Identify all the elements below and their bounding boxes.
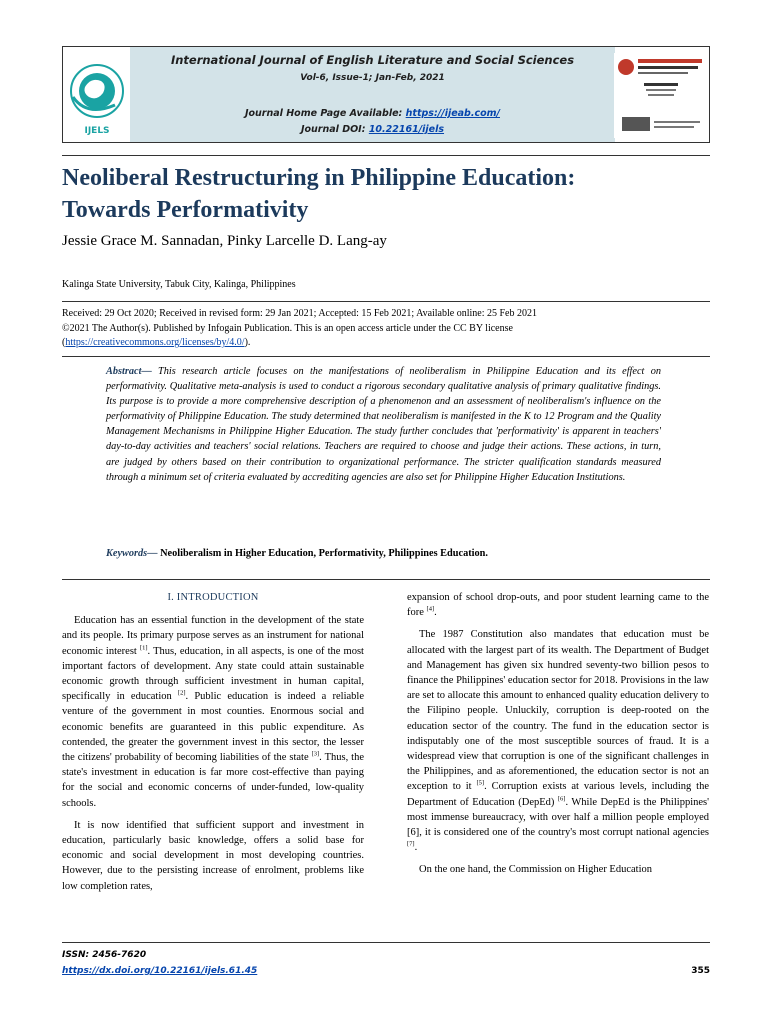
license-link[interactable]: https://creativecommons.org/licenses/by/4.0/ <box>65 337 245 348</box>
journal-title: International Journal of English Literature and Social Sciences <box>170 53 575 67</box>
keywords-text: Neoliberalism in Higher Education, Performativity, Philippines Education. <box>157 548 488 559</box>
doi-link[interactable]: 10.22161/ijels <box>368 124 445 135</box>
citation-ref[interactable]: [3] <box>311 750 320 758</box>
footer-issn: ISSN: 2456-7620 <box>62 950 147 960</box>
received-dates: Received: 29 Oct 2020; Received in revised form: 29 Jan 2021; Accepted: 15 Feb 2021; Available online: 25 Feb 2021 <box>62 308 537 319</box>
copyright-notice: ©2021 The Author(s). Published by Infogain Publication. This is an open access article under the CC BY license <box>62 322 513 334</box>
abstract-text: This research article focuses on the manifestations of neoliberalism in Philippine Education and its effect on performativity. Qualitative meta-analysis is used to conduct a rigorous secondary qualitative analysis of primary qualitative findings. Its purpose is to provide a more comprehensive description of a phenomenon and an assessment of neoliberalism's influence on the performativity of Philippine Education. The study determined that neoliberalism is manifested in the K to 12 Program and the Quality Management Mechanisms in Philippine Higher Education. The study further concludes that 'performativity' is apparent in teachers' day-to-day activities and teachers' social relations. Teachers are required to choose and judge their actions. These actions, in turn, are judged by others based on their contribution to organizational performance. The stricter qualification standards measured through a minimum set of criteria evaluated by accrediting agencies are also set for Philippine Higher Education Institutions. <box>106 366 661 483</box>
article-title <box>62 162 710 226</box>
title-line-1: Neoliberal Restructuring in Philippine Education: <box>62 165 576 191</box>
journal-cover-thumbnail-icon <box>614 53 707 138</box>
journal-info-panel <box>130 47 615 142</box>
paragraph: It is now identified that sufficient support and investment in education, particularly basic knowledge, offers a solid base for economic and social development in most developing countries. However, due to the persisting increase of enrolment, problems like low completion rates, <box>62 819 364 892</box>
left-column <box>62 590 364 901</box>
page-number: 355 <box>691 966 710 976</box>
citation-ref[interactable]: [7] <box>407 840 415 848</box>
home-label: Journal Home Page Available: <box>244 108 403 119</box>
abstract-label: Abstract— <box>106 366 152 377</box>
citation-ref[interactable]: [5] <box>476 779 485 787</box>
footer-doi-link[interactable]: https://dx.doi.org/10.22161/ijels.61.45 <box>62 966 258 976</box>
dates-bottom-divider <box>62 356 710 357</box>
journal-volume: Vol-6, Issue-1; Jan-Feb, 2021 <box>300 73 445 83</box>
abstract <box>106 364 661 485</box>
right-column <box>407 590 709 885</box>
article-dates <box>62 307 710 351</box>
title-line-2: Towards Performativity <box>62 197 309 223</box>
journal-home <box>130 108 615 119</box>
footer-divider <box>62 942 710 943</box>
citation-ref[interactable]: [2] <box>177 689 186 697</box>
keywords-label: Keywords— <box>106 548 158 559</box>
paragraph: On the one hand, the Commission on Higher Education <box>419 864 653 876</box>
citation-ref[interactable]: [4] <box>426 605 435 613</box>
home-link[interactable]: https://ijeab.com/ <box>405 108 500 119</box>
citation-ref[interactable]: [1] <box>139 644 148 652</box>
journal-logo-icon <box>67 57 127 139</box>
article-affiliation: Kalinga State University, Tabuk City, Kalinga, Philippines <box>62 279 296 290</box>
citation-ref[interactable]: [6] <box>557 795 566 803</box>
keywords <box>106 548 661 559</box>
article-authors: Jessie Grace M. Sannadan, Pinky Larcelle D. Lang-ay <box>62 233 387 249</box>
abstract-divider <box>62 579 710 580</box>
paragraph: Education has an essential function in the development of the state and its people. Its primary purpose serves as an instrument for national economic interest [1]. Thus, education, in all aspects, is one of the most important factors of development. Any state could attain sustainable economic growth through sufficient investment in human capital, specifically in education [2]. Public education is indeed a reliable venture of the government in most counties. Enormous social and economic benefits are guaranteed in this public expenditure. As contended, the greater the government invest in this sector, the lesser the citizens' probability of becoming liabilities of the state [3]. Thus, the state's investment in education is far more cost-effective than paying for the social and economic concerns of under-funded, low-quality schools. <box>62 615 364 809</box>
journal-doi <box>130 124 615 135</box>
journal-header <box>62 46 710 143</box>
doi-label: Journal DOI: <box>300 124 366 135</box>
logo-text: IJELS <box>84 126 110 136</box>
dates-top-divider <box>62 301 710 302</box>
paragraph: The 1987 Constitution also mandates that education must be allocated with the largest part of its wealth. The Department of Budget and Management has given six hundred seventy-two billion pesos to finance the Philippines' education sector for 2018. Provisions in the law are set to allocate this amount to enhanced quality education delivery to the Filipino people. Unluckily, corruption is deep-rooted on the education sector of the country. The fund in the education sector is indisputably one of the most susceptible sources of fraud. It is a widespread view that corruption is one of the significant challenges in the Philippines, and as aforementioned, the education sector is not an exception to it [5]. Corruption exists at various levels, including the Department of Education (DepEd) [6]. While DepEd is the Philippines' most immense bureaucracy, with over half a million people employed [6], it is considered one of the country's most corrupt national agencies [7]. <box>407 629 709 854</box>
header-divider <box>62 155 710 156</box>
section-heading: I. INTRODUCTION <box>167 592 259 603</box>
paragraph: expansion of school drop-outs, and poor student learning came to the fore [4]. <box>407 592 709 619</box>
license-line: (https://creativecommons.org/licenses/by/4.0/). <box>62 337 251 348</box>
